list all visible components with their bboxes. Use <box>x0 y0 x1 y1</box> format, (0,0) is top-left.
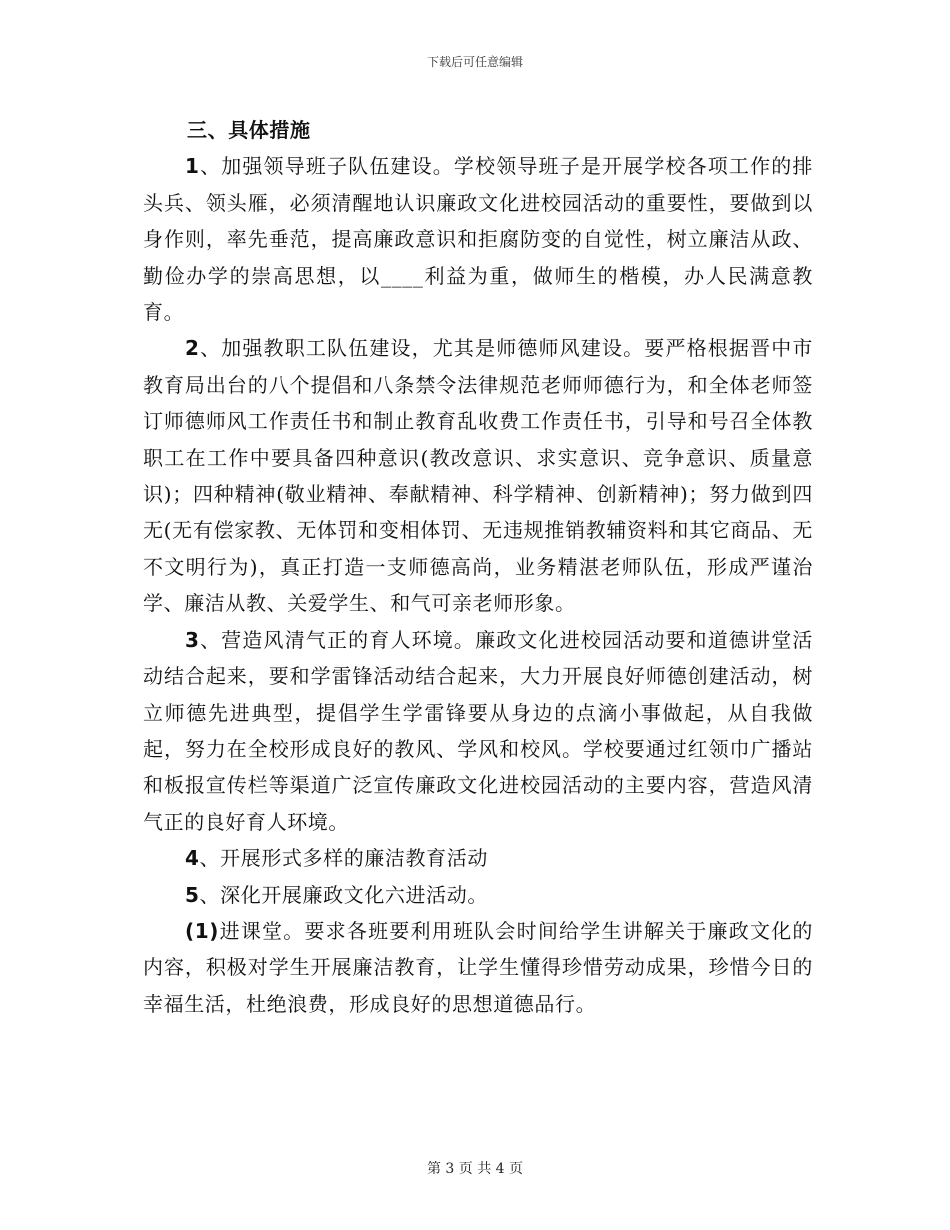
paragraph-number: 3 <box>185 627 200 652</box>
header-note: 下载后可任意编辑 <box>426 55 523 69</box>
paragraph-text: 、营造风清气正的育人环境。廉政文化进校园活动要和道德讲堂活动结合起来，要和学雷锋活动结合起来，大力开展良好师德创建活动，树立师德先进典型，提倡学生学雷锋要从身边的点滴小事做起，从自我做起，努力在全校形成良好的教风、学风和校风。学校要通过红领巾广播站和板报宣传栏等渠道广泛宣传廉政文化进校园活动的主要内容，营造风清气正的良好育人环境。 <box>143 627 813 834</box>
page-footer: 第 3 页 共 4 页 <box>426 1161 524 1177</box>
document-body <box>143 112 813 1022</box>
paragraph-text: 、加强领导班子队伍建设。学校领导班子是开展学校各项工作的排头兵、领头雁，必须清醒地认识廉政文化进校园活动的重要性，要做到以身作则，率先垂范，提高廉政意识和拒腐防变的自觉性，树立廉洁从政、勤俭办学的崇高思想，以____利益为重，做师生的楷模，办人民满意教育。 <box>143 154 813 325</box>
paragraph-5 <box>143 877 813 913</box>
paragraph-text: 、深化开展廉政文化六进活动。 <box>199 882 488 907</box>
paragraph-number: 2 <box>185 336 200 361</box>
paragraph-1 <box>143 148 813 330</box>
paragraph-2 <box>143 330 813 621</box>
paragraph-number: 1 <box>185 154 200 179</box>
section-heading: 三、具体措施 <box>187 118 311 142</box>
paragraph-text: 、加强教职工队伍建设，尤其是师德师风建设。要严格根据晋中市教育局出台的八个提倡和八条禁令法律规范老师师德行为，和全体老师签订师德师风工作责任书和制止教育乱收费工作责任书，引导和号召全体教职工在工作中要具备四种意识(教改意识、求实意识、竞争意识、质量意识)；四种精神(敬业精神、奉献精神、科学精神、创新精神)；努力做到四无(无有偿家教、无体罚和变相体罚、无违规推销教辅资料和其它商品、无不文明行为)，真正打造一支师德高尚，业务精湛老师队伍，形成严谨治学、廉洁从教、关爱学生、和气可亲老师形象。 <box>143 336 813 616</box>
paragraph-4 <box>143 840 813 876</box>
paragraph-3 <box>143 622 813 840</box>
paragraph-number: 4 <box>185 846 200 871</box>
paragraph-5-1 <box>143 913 813 1022</box>
paragraph-number: 5 <box>185 882 200 907</box>
paragraph-text: 、开展形式多样的廉洁教育活动 <box>199 846 488 871</box>
paragraph-text: 进课堂。要求各班要利用班队会时间给学生讲解关于廉政文化的内容，积极对学生开展廉洁教育，让学生懂得珍惜劳动成果，珍惜今日的幸福生活，杜绝浪费，形成良好的思想道德品行。 <box>143 918 813 1016</box>
paragraph-number: (1) <box>185 918 219 943</box>
